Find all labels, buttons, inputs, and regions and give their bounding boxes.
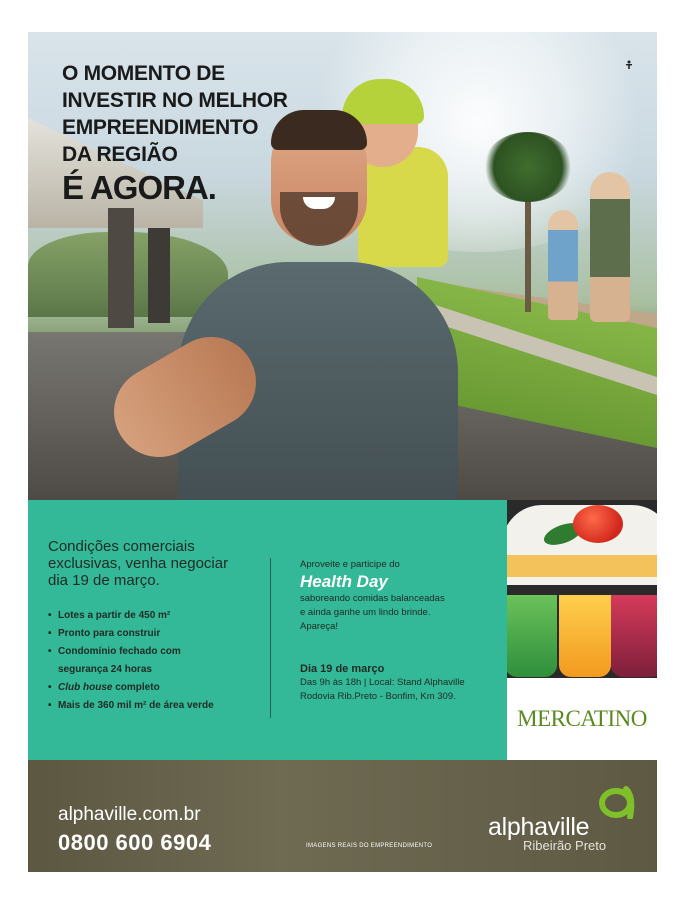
tomato — [573, 505, 623, 543]
gate-pillar — [148, 228, 170, 323]
list-item: • Pronto para construir — [48, 625, 258, 643]
list-item-text: Club house — [58, 682, 113, 693]
disclaimer: IMAGENS REAIS DO EMPREENDIMENTO — [306, 843, 433, 849]
headline — [62, 60, 288, 208]
list-item-text: completo — [115, 682, 160, 693]
headline-emphasis: É AGORA. — [62, 169, 216, 206]
woman — [590, 172, 630, 322]
title-line: exclusivas, venha negociar — [48, 555, 229, 572]
health-intro: Aproveite e participe do — [300, 559, 400, 570]
list-item: • Mais de 360 mil m² de área verde — [48, 697, 258, 715]
brand-location: Ribeirão Preto — [523, 838, 607, 853]
orange-juice — [559, 595, 611, 677]
red-juice — [611, 595, 657, 677]
divider — [270, 558, 271, 718]
event-date: Dia 19 de março — [300, 663, 385, 675]
brand-name: alphaville — [488, 813, 590, 841]
list-item-text: Condomínio fechado com — [58, 646, 181, 657]
gate-pillar — [108, 208, 134, 328]
health-day-title: Health Day — [300, 572, 388, 591]
list-item — [48, 679, 258, 697]
website-link[interactable]: alphaville.com.br — [58, 804, 201, 825]
headline-line: O MOMENTO DE — [62, 62, 225, 85]
conditions-block — [48, 538, 258, 715]
title-line: dia 19 de março. — [48, 572, 160, 589]
features-list — [48, 607, 258, 715]
headline-line: DA REGIÃO — [62, 143, 178, 166]
phone-number[interactable]: 0800 600 6904 — [58, 830, 212, 855]
conditions-title — [48, 538, 258, 589]
health-text: Apareça! — [300, 621, 339, 632]
green-juice — [507, 595, 557, 677]
health-day-block — [300, 558, 500, 704]
alphaville-logo-mark-icon — [598, 783, 638, 819]
list-item — [48, 643, 258, 679]
list-item: • Lotes a partir de 450 m² — [48, 607, 258, 625]
cheese — [507, 555, 657, 577]
headline-line: INVESTIR NO MELHOR — [62, 89, 288, 112]
food-photo — [507, 500, 657, 678]
title-line: Condições comerciais — [48, 538, 195, 555]
event-details: Das 9h às 18h | Local: Stand Alphaville — [300, 677, 465, 688]
hero-photo — [28, 32, 657, 500]
list-item-text: segurança 24 horas — [58, 664, 152, 675]
health-text: saboreando comidas balanceadas — [300, 593, 445, 604]
partner-name: MERCATINO — [517, 706, 647, 731]
partner-logo — [507, 678, 657, 760]
event-details: Rodovia Rib.Preto - Bonfim, Km 309. — [300, 691, 456, 702]
headline-line: EMPREENDIMENTO — [62, 116, 259, 139]
girl — [548, 210, 578, 320]
accessibility-icon — [625, 60, 633, 73]
health-text: e ainda ganhe um lindo brinde. — [300, 607, 431, 618]
